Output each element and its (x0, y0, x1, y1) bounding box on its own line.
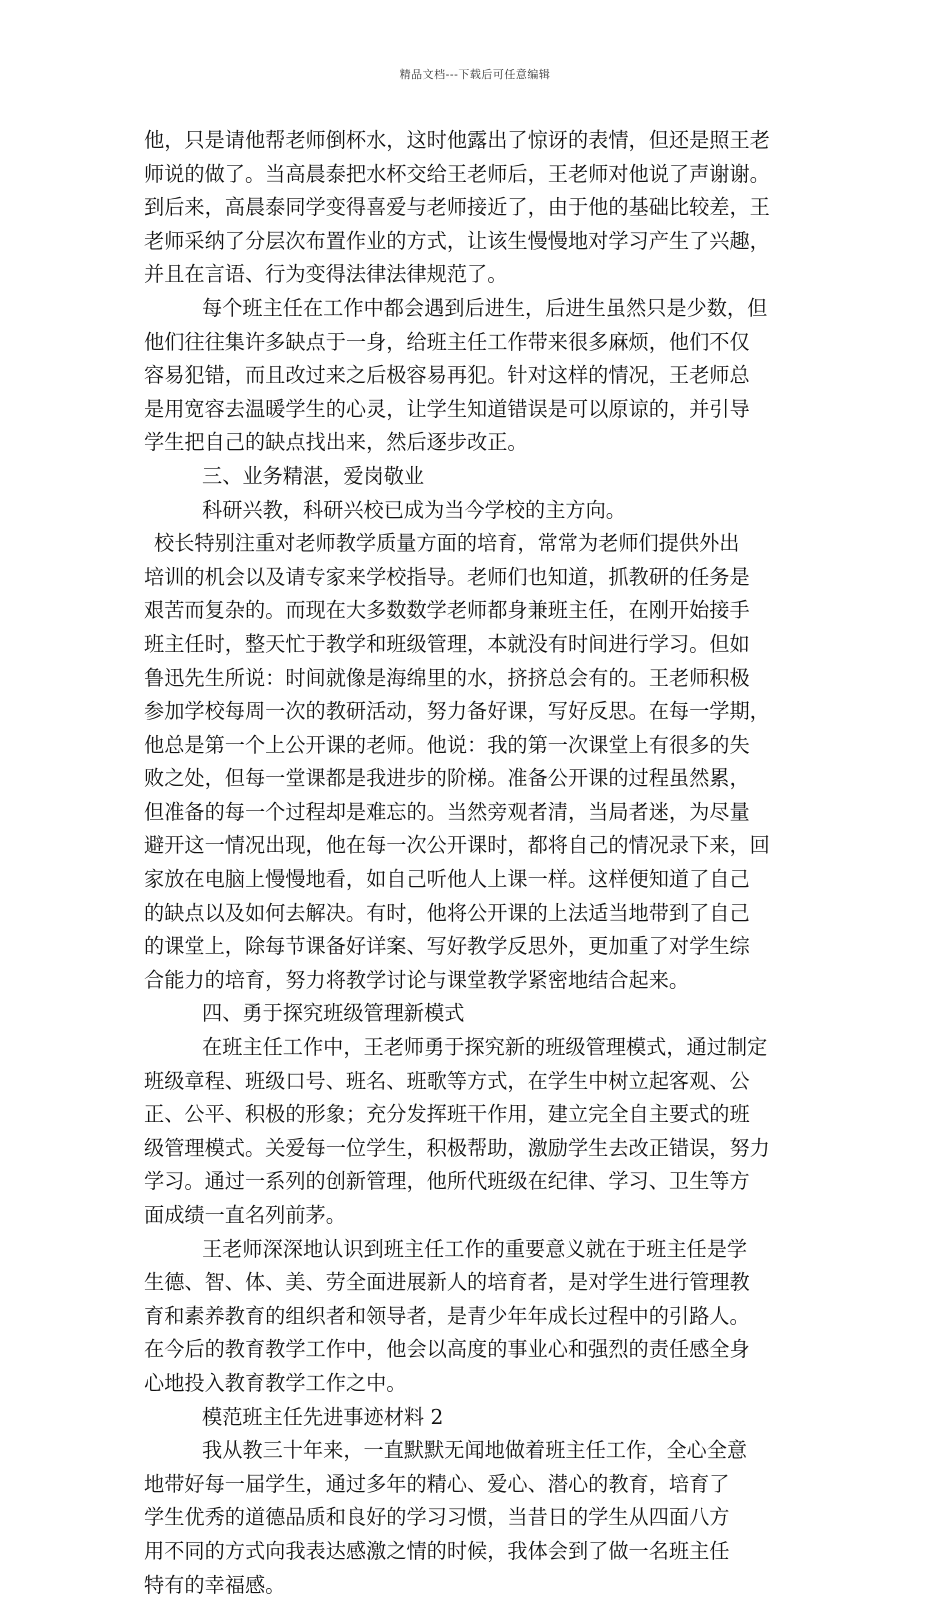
text-line: 用不同的方式向我表达感激之情的时候，我体会到了做一名班主任 (144, 1538, 730, 1563)
text-line: 培训的机会以及请专家来学校指导。老师们也知道，抓教研的任务是 (144, 564, 750, 589)
text-line: 我从教三十年来，一直默默无闻地做着班主任工作，全心全意 (202, 1438, 748, 1463)
text-line: 并且在言语、行为变得法律法律规范了。 (144, 262, 508, 287)
text-line: 避开这一情况出现，他在每一次公开课时，都将自己的情况录下来，回 (144, 833, 770, 858)
text-line: 科研兴教，科研兴校已成为当今学校的主方向。 (202, 497, 626, 522)
text-line: 心地投入教育教学工作之中。 (144, 1370, 407, 1395)
text-line: 在今后的教育教学工作中，他会以高度的事业心和强烈的责任感全身 (144, 1337, 750, 1362)
text-line: 但准备的每一个过程却是难忘的。当然旁观者清，当局者迷，为尽量 (144, 799, 750, 824)
text-line: 的缺点以及如何去解决。有时，他将公开课的上法适当地带到了自己 (144, 900, 750, 925)
text-line: 老师采纳了分层次布置作业的方式，让该生慢慢地对学习产生了兴趣， (144, 228, 770, 253)
text-line: 四、勇于探究班级管理新模式 (202, 1001, 465, 1026)
text-line: 地带好每一届学生，通过多年的精心、爱心、潜心的教育，培育了 (144, 1471, 730, 1496)
page-header: 精品文档---下载后可任意编辑 (399, 68, 551, 81)
text-line: 班主任时，整天忙于教学和班级管理，本就没有时间进行学习。但如 (144, 631, 750, 656)
document-body (144, 124, 816, 1602)
text-line: 正、公平、积极的形象；充分发挥班干作用，建立完全自主要式的班 (144, 1102, 750, 1127)
text-line: 败之处，但每一堂课都是我进步的阶梯。准备公开课的过程虽然累， (144, 766, 750, 791)
text-line: 他总是第一个上公开课的老师。他说：我的第一次课堂上有很多的失 (144, 732, 750, 757)
text-line: 参加学校每周一次的教研活动，努力备好课，写好反思。在每一学期， (144, 699, 770, 724)
text-line: 学生把自己的缺点找出来，然后逐步改正。 (144, 430, 528, 455)
text-line: 王老师深深地认识到班主任工作的重要意义就在于班主任是学 (202, 1236, 748, 1261)
text-line: 班级章程、班级口号、班名、班歌等方式，在学生中树立起客观、公 (144, 1068, 750, 1093)
text-line: 学习。通过一系列的创新管理，他所代班级在纪律、学习、卫生等方 (144, 1169, 750, 1194)
text-line: 级管理模式。关爱每一位学生，积极帮助，激励学生去改正错误，努力 (144, 1135, 770, 1160)
text-line: 校长特别注重对老师教学质量方面的培育，常常为老师们提供外出 (154, 531, 740, 556)
text-line: 每个班主任在工作中都会遇到后进生，后进生虽然只是少数，但 (202, 295, 768, 320)
text-line: 在班主任工作中，王老师勇于探究新的班级管理模式，通过制定 (202, 1035, 768, 1060)
text-line: 他，只是请他帮老师倒杯水，这时他露出了惊讶的表情，但还是照王老 (144, 128, 770, 152)
text-line: 他们往往集许多缺点于一身，给班主任工作带来很多麻烦，他们不仅 (144, 329, 750, 354)
text-line: 合能力的培育，努力将教学讨论与课堂教学紧密地结合起来。 (144, 967, 690, 992)
text-line: 面成绩一直名列前茅。 (144, 1203, 346, 1227)
text-line: 是用宽容去温暖学生的心灵，让学生知道错误是可以原谅的，并引导 (144, 396, 750, 421)
text-line: 育和素养教育的组织者和领导者，是青少年年成长过程中的引路人。 (144, 1303, 750, 1328)
text-line: 到后来，高晨泰同学变得喜爱与老师接近了，由于他的基础比较差，王 (144, 195, 770, 220)
text-line: 三、业务精湛，爱岗敬业 (202, 463, 425, 488)
text-line: 学生优秀的道德品质和良好的学习习惯，当昔日的学生从四面八方 (144, 1505, 730, 1530)
text-line: 模范班主任先进事迹材料 2 (202, 1404, 444, 1429)
text-line: 容易犯错，而且改过来之后极容易再犯。针对这样的情况，王老师总 (144, 363, 750, 388)
text-line: 师说的做了。当高晨泰把水杯交给王老师后，王老师对他说了声谢谢。 (144, 161, 770, 186)
text-line: 特有的幸福感。 (144, 1572, 286, 1597)
text-line: 鲁迅先生所说：时间就像是海绵里的水，挤挤总会有的。王老师积极 (144, 665, 750, 690)
text-line: 的课堂上，除每节课备好详案、写好教学反思外，更加重了对学生综 (144, 934, 750, 959)
text-line: 家放在电脑上慢慢地看，如自己听他人上课一样。这样便知道了自己 (144, 867, 750, 892)
text-line: 生德、智、体、美、劳全面进展新人的培育者，是对学生进行管理教 (144, 1270, 750, 1295)
text-line: 艰苦而复杂的。而现在大多数数学老师都身兼班主任，在刚开始接手 (144, 598, 750, 623)
